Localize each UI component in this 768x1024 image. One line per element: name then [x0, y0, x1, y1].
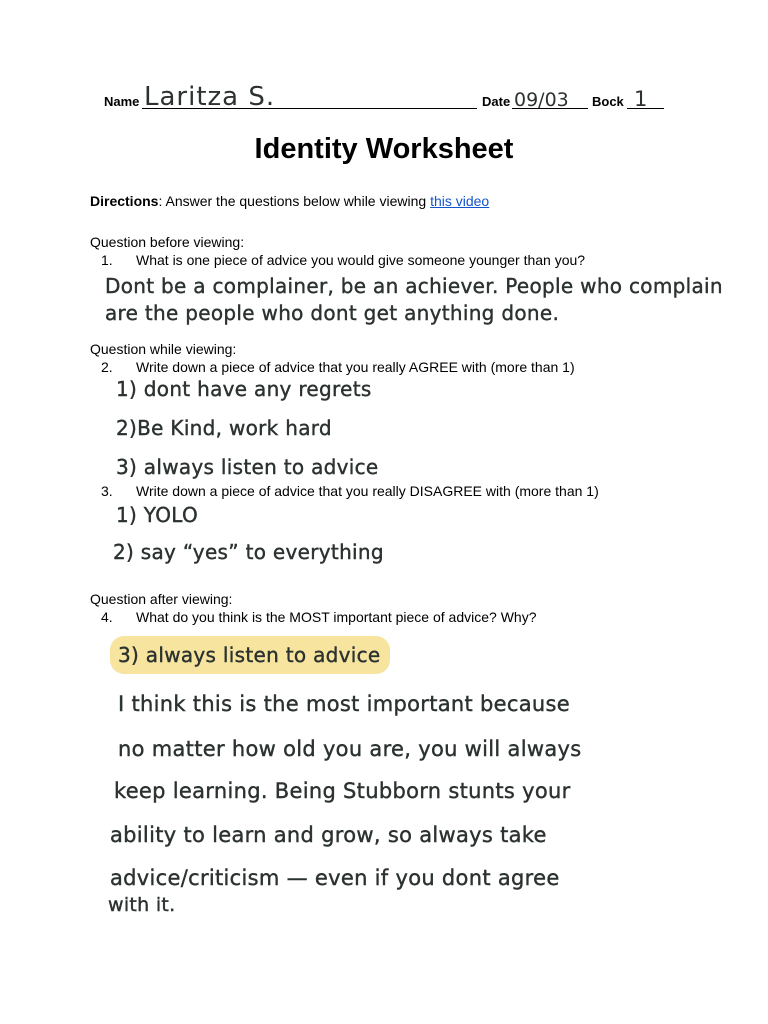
section-before-viewing: Question before viewing: [90, 234, 245, 250]
answer-4-line-2: no matter how old you are, you will always [118, 737, 582, 761]
q3-number: 3. [101, 483, 113, 499]
q1-text: What is one piece of advice you would give someone younger than you? [136, 252, 586, 268]
section-after-viewing: Question after viewing: [90, 591, 233, 607]
answer-3-item-1: 1) YOLO [116, 503, 199, 527]
answer-4-highlighted: 3) always listen to advice [118, 643, 381, 667]
page-title: Identity Worksheet [254, 133, 514, 165]
name-label: Name [104, 94, 140, 109]
q2-text: Write down a piece of advice that you really AGREE with (more than 1) [136, 359, 575, 375]
directions-text: : Answer the questions below while viewing [158, 193, 431, 209]
answer-2-item-2: 2)Be Kind, work hard [116, 416, 332, 440]
directions-label: Directions [90, 193, 159, 209]
answer-2-item-3: 3) always listen to advice [116, 455, 379, 479]
name-value: Laritza S. [144, 82, 276, 112]
directions [90, 193, 489, 209]
answer-4-line-3: keep learning. Being Stubborn stunts your [114, 779, 571, 803]
answer-3-item-2: 2) say “yes” to everything [113, 540, 384, 564]
answer-4-line-4: ability to learn and grow, so always take [110, 823, 547, 847]
q4-number: 4. [101, 609, 113, 625]
section-while-viewing: Question while viewing: [90, 341, 237, 357]
q3-text: Write down a piece of advice that you really DISAGREE with (more than 1) [136, 483, 599, 499]
date-value: 09/03 [514, 89, 569, 111]
answer-4-line-5: advice/criticism — even if you dont agree [110, 866, 560, 890]
q1-number: 1. [101, 252, 113, 268]
answer-4-line-6: with it. [108, 894, 176, 916]
block-value: 1 [634, 87, 648, 111]
video-link[interactable]: this video [430, 193, 490, 209]
date-label: Date [482, 94, 511, 109]
q2-number: 2. [101, 359, 113, 375]
block-label: Bock [592, 94, 624, 109]
answer-2-item-1: 1) dont have any regrets [116, 377, 372, 401]
answer-4-line-1: I think this is the most important because [118, 692, 570, 716]
answer-1-line-2: are the people who dont get anything done. [105, 301, 560, 325]
q4-text: What do you think is the MOST important piece of advice? Why? [136, 609, 537, 625]
answer-1-line-1: Dont be a complainer, be an achiever. People who complain [105, 274, 723, 298]
